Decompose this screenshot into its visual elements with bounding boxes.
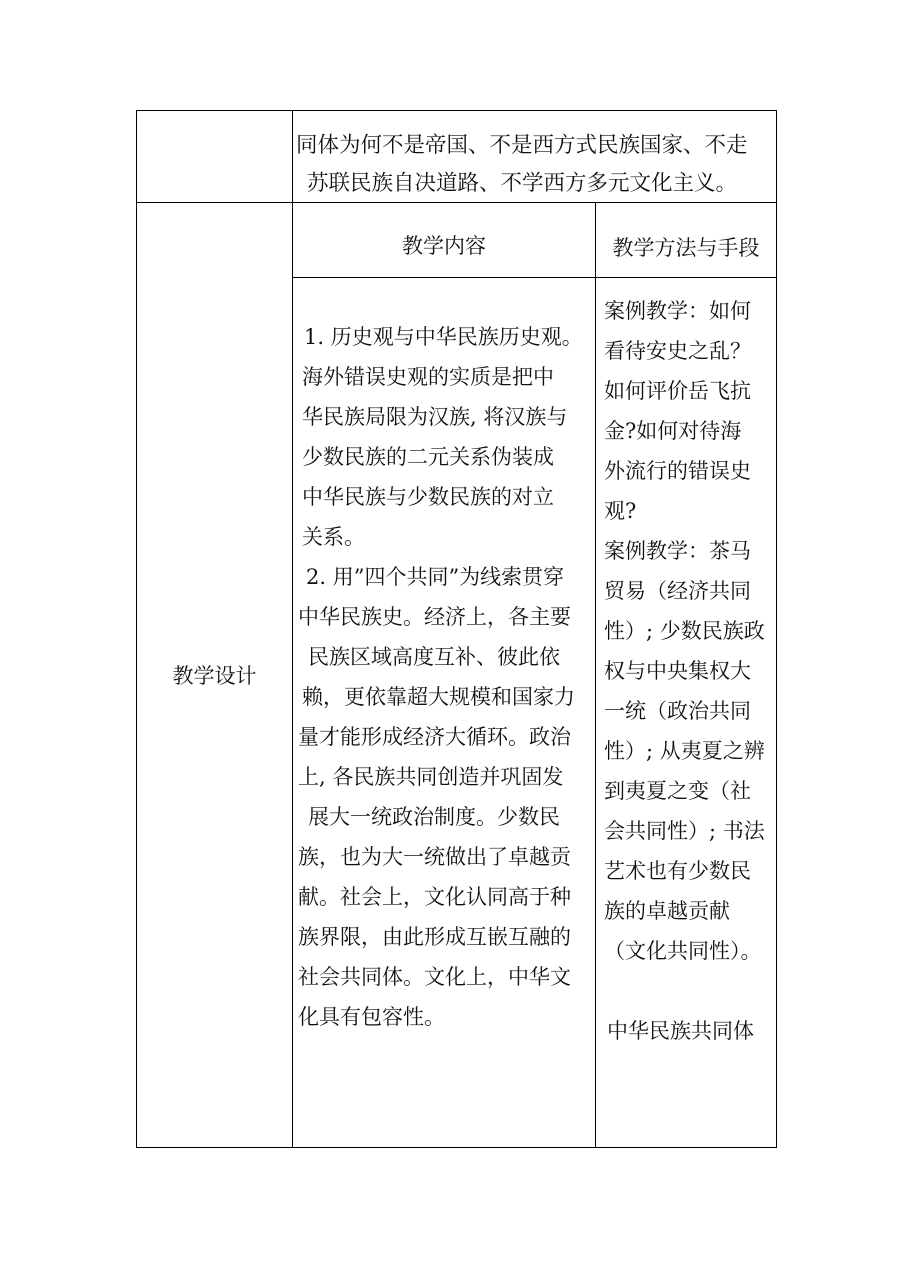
table-border-right: [776, 110, 777, 1148]
content-line: 族界限，由此形成互嵌互融的: [298, 925, 571, 949]
table-header-divider: [292, 277, 777, 278]
content-line: 2. 用”四个共同”为线索贯穿: [306, 565, 565, 589]
method-line: 案例教学：如何: [604, 299, 751, 323]
table-border-top: [136, 110, 777, 111]
method-line: （文化共同性）。: [604, 939, 762, 963]
table-column-divider-1: [292, 110, 293, 1148]
content-line: 中华民族与少数民族的对立: [302, 485, 554, 509]
method-line: 看待安史之乱？: [604, 339, 751, 363]
method-line: 案例教学：茶马: [604, 539, 751, 563]
header-teaching-content: 教学内容: [402, 234, 486, 258]
method-line: 金?如何对待海: [604, 419, 742, 443]
method-line: 中华民族共同体: [607, 1019, 754, 1043]
method-line: 性）; 从夷夏之辨: [604, 739, 765, 763]
content-line: 化具有包容性。: [298, 1005, 445, 1029]
top-row-text-line-2: 苏联民族自决道路、不学西方多元文化主义。: [307, 171, 738, 196]
content-line: 量才能形成经济大循环。政治: [298, 725, 571, 749]
content-line: 少数民族的二元关系伪装成: [302, 445, 554, 469]
method-line: 到夷夏之变（社: [604, 779, 751, 803]
method-line: 观?: [604, 499, 637, 523]
content-line: 关系。: [302, 525, 365, 549]
content-line: 赖，更依靠超大规模和国家力: [302, 685, 575, 709]
content-line: 社会共同体。文化上，中华文: [298, 965, 571, 989]
content-line: 海外错误史观的实质是把中: [302, 365, 554, 389]
method-line: 如何评价岳飞抗: [604, 379, 751, 403]
method-line: 族的卓越贡献: [604, 899, 730, 923]
method-line: 一统（政治共同: [604, 699, 751, 723]
section-label: 教学设计: [172, 664, 257, 688]
method-line: 艺术也有少数民: [604, 859, 751, 883]
table-column-divider-2: [595, 202, 596, 1148]
method-line: 性）; 少数民族政: [604, 619, 765, 643]
method-line: 权与中央集权大: [604, 659, 751, 683]
teaching-method-text: [604, 291, 772, 1051]
header-teaching-method: 教学方法与手段: [612, 236, 760, 260]
teaching-content-text: [298, 317, 593, 1037]
content-line: 1. 历史观与中华民族历史观。: [304, 325, 583, 349]
method-line: 外流行的错误史: [604, 459, 751, 483]
table-border-bottom: [136, 1147, 777, 1148]
table-row-divider-1: [136, 202, 777, 203]
content-line: 民族区域高度互补、彼此依: [308, 645, 560, 669]
table-border-left: [136, 110, 137, 1148]
method-line: 会共同性）; 书法: [604, 819, 765, 843]
top-row-text-line-1: 同体为何不是帝国、不是西方式民族国家、不走: [296, 133, 748, 158]
content-line: 上, 各民族共同创造并巩固发: [298, 765, 564, 789]
method-line-spacer: [604, 971, 772, 1011]
content-line: 展大一统政治制度。少数民: [308, 805, 560, 829]
content-line: 华民族局限为汉族, 将汉族与: [302, 405, 568, 429]
method-line: 贸易（经济共同: [604, 579, 751, 603]
content-line: 中华民族史。经济上，各主要: [298, 605, 571, 629]
content-line: 献。社会上，文化认同高于种: [298, 885, 571, 909]
content-line: 族，也为大一统做出了卓越贡: [298, 845, 571, 869]
